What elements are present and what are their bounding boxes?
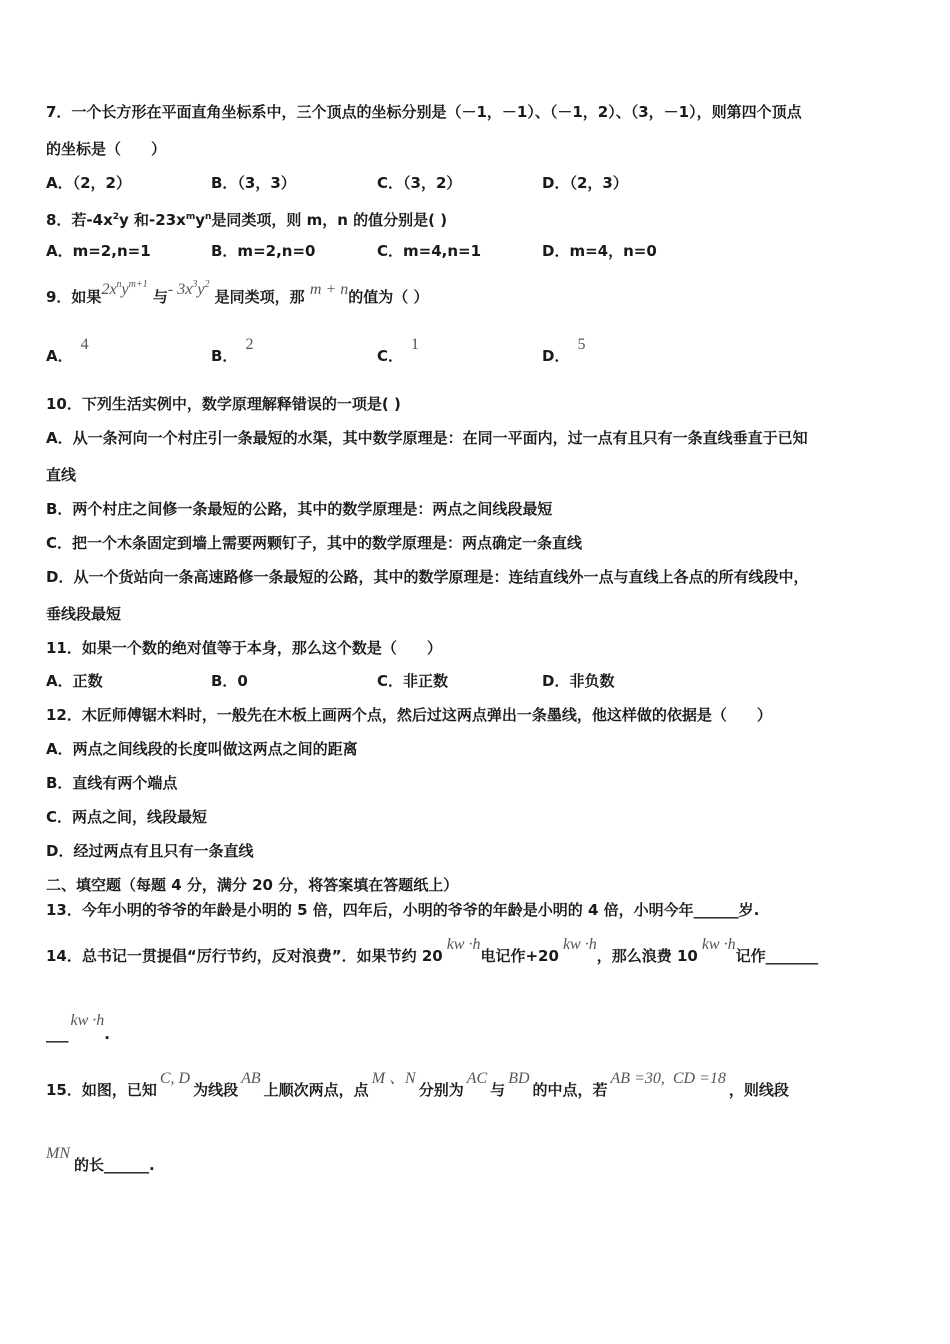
q8-option-b: B．m=2,n=0 bbox=[211, 242, 316, 260]
q10-option-b: B．两个村庄之间修一条最短的公路，其中的数学原理是：两点之间线段最短 bbox=[46, 500, 553, 518]
q15-stem-line1: 15．如图，已知C, D为线段AB上顺次两点，点M 、N分别为AC与BD的中点，若AB =30, CD =18，则线段 bbox=[46, 1070, 789, 1099]
q15-condition: AB =30, CD =18 bbox=[610, 1070, 726, 1087]
q7-option-a: A．（2，2） bbox=[46, 174, 131, 192]
q11-option-c: C．非正数 bbox=[377, 672, 449, 690]
q14-unit: kw ·h bbox=[70, 1012, 105, 1029]
q12-option-b: B．直线有两个端点 bbox=[46, 774, 178, 792]
q13-stem: 13．今年小明的爷爷的年龄是小明的 5 倍，四年后，小明的爷爷的年龄是小明的 4 倍，小明今年______岁. bbox=[46, 901, 760, 919]
q9-expr2: - $3x^3y^2$ bbox=[167, 279, 210, 298]
q10-option-c: C．把一个木条固定到墙上需要两颗钉子，其中的数学原理是：两点确定一条直线 bbox=[46, 534, 583, 552]
q7-stem-line2: 的坐标是（ ） bbox=[46, 140, 167, 158]
q9-option-a: A．4 bbox=[46, 336, 89, 365]
q12-stem: 12．木匠师傅锯木料时，一般先在木板上画两个点，然后过这两点弹出一条墨线，他这样做的依据是（ ） bbox=[46, 706, 772, 724]
q9-option-d: D．5 bbox=[542, 336, 586, 365]
q7-option-d: D．（2，3） bbox=[542, 174, 628, 192]
q8-option-c: C．m=4,n=1 bbox=[377, 242, 482, 260]
q15-segment-mn: MN bbox=[46, 1145, 70, 1162]
q9-option-c: C．1 bbox=[377, 336, 420, 365]
q12-option-a: A．两点之间线段的长度叫做这两点之间的距离 bbox=[46, 740, 358, 758]
q12-option-d: D．经过两点有且只有一条直线 bbox=[46, 842, 254, 860]
q15-stem-line2: MN的长______. bbox=[46, 1145, 155, 1174]
q15-points-cd: C, D bbox=[159, 1070, 191, 1087]
q15-segment-bd: BD bbox=[508, 1070, 530, 1087]
q11-option-d: D．非负数 bbox=[542, 672, 615, 690]
q11-option-a: A．正数 bbox=[46, 672, 103, 690]
q14-unit: kw ·h bbox=[446, 936, 481, 953]
q14-stem-line1: 14．总书记一贯提倡“厉行节约，反对浪费”．如果节约 20kw ·h电记作+20kw ·h，那么浪费 10kw ·h记作_______ bbox=[46, 936, 819, 965]
q15-segment-ab: AB bbox=[241, 1070, 261, 1087]
q9-expr1: $2x^ny^{m+1}$ bbox=[101, 279, 148, 298]
q8-option-a: A．m=2,n=1 bbox=[46, 242, 151, 260]
q11-option-b: B．0 bbox=[211, 672, 248, 690]
q14-unit: kw ·h bbox=[562, 936, 597, 953]
q8-option-d: D．m=4，n=0 bbox=[542, 242, 657, 260]
q11-stem: 11．如果一个数的绝对值等于本身，那么这个数是（ ） bbox=[46, 639, 442, 657]
q7-stem-line1: 7．一个长方形在平面直角坐标系中，三个顶点的坐标分别是（－1，－1）、（－1，2）、（3，－1），则第四个顶点 bbox=[46, 103, 802, 121]
q12-option-c: C．两点之间，线段最短 bbox=[46, 808, 208, 826]
q9-option-b: B．2 bbox=[211, 336, 254, 365]
q10-option-a-line2: 直线 bbox=[46, 466, 77, 484]
q10-option-d-line1: D．从一个货站向一条高速路修一条最短的公路，其中的数学原理是：连结直线外一点与直线上各点的所有线段中， bbox=[46, 568, 809, 586]
q10-option-a-line1: A．从一条河向一个村庄引一条最短的水渠，其中数学原理是：在同一平面内，过一点有且只有一条直线垂直于已知 bbox=[46, 429, 808, 447]
q14-stem-line2: ___kw ·h. bbox=[46, 1012, 110, 1043]
q10-stem: 10．下列生活实例中，数学原理解释错误的一项是( ) bbox=[46, 395, 401, 413]
q14-unit: kw ·h bbox=[701, 936, 736, 953]
section2-heading: 二、填空题（每题 4 分，满分 20 分，将答案填在答题纸上） bbox=[46, 876, 459, 894]
q15-segment-ac: AC bbox=[466, 1070, 488, 1087]
q7-option-b: B．（3，3） bbox=[211, 174, 296, 192]
q15-points-mn: M 、N bbox=[371, 1070, 416, 1087]
q10-option-d-line2: 垂线段最短 bbox=[46, 605, 122, 623]
q9-expr3: m + n bbox=[309, 281, 349, 298]
q8-stem: 8．若$-4x^2y$ 和$-23x^my^n$是同类项，则 m，n 的值分别是( ) bbox=[46, 211, 448, 229]
q9-stem: 9．如果$2x^ny^{m+1}$ 与- $3x^3y^2$ 是同类项，那 m + n的值为（ ） bbox=[46, 279, 429, 306]
q7-option-c: C．（3，2） bbox=[377, 174, 462, 192]
